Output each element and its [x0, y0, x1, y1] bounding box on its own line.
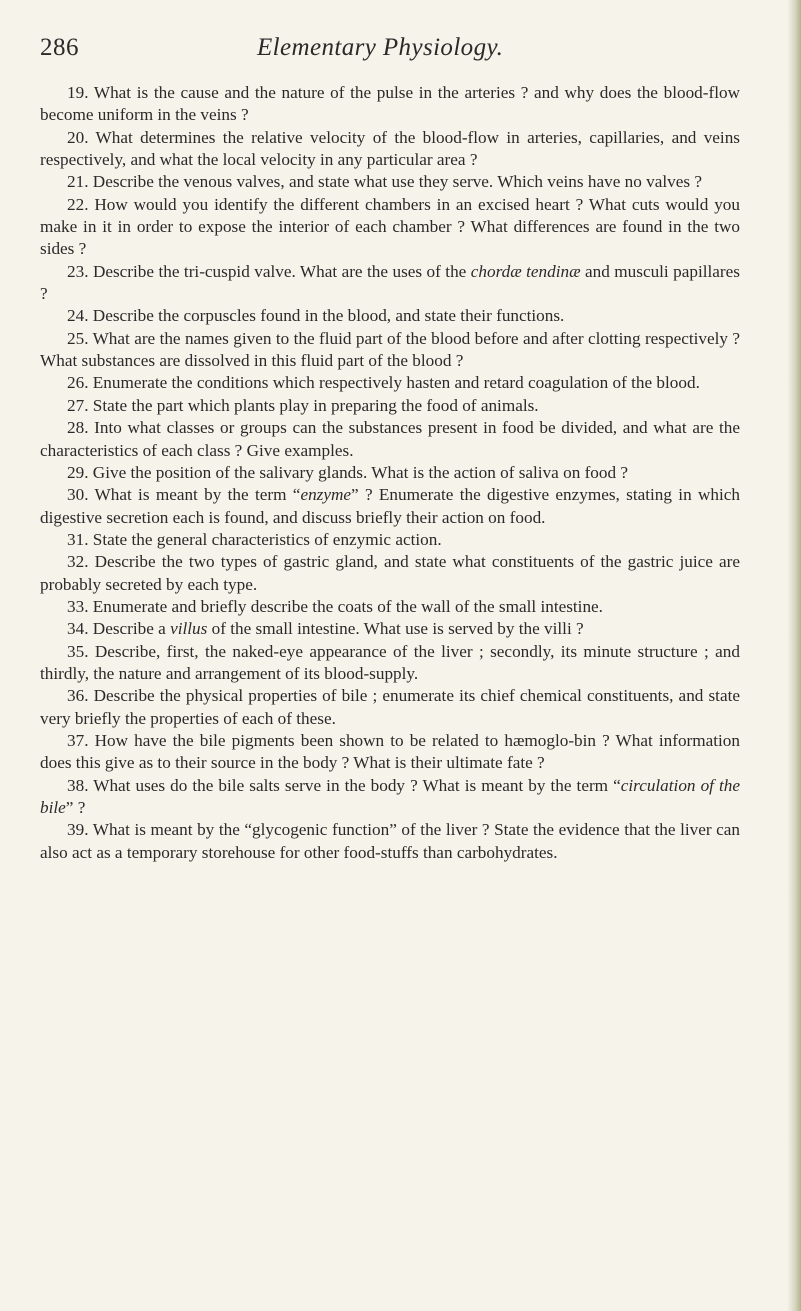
question-item [40, 328, 740, 373]
question-item [40, 775, 740, 820]
question-text: 35. Describe, first, the naked-eye appearance of the liver ; secondly, its minute structure ; and thirdly, the nature and arrangement of its blood-supply. [40, 641, 740, 683]
italic-term: enzyme [300, 485, 352, 505]
question-text: of the small intestine. What use is served by the villi ? [207, 619, 584, 639]
question-item [40, 372, 740, 394]
question-text: 28. Into what classes or groups can the substances present in food be divided, and what are the characteristics of each class ? Give examples. [40, 418, 740, 460]
running-title: Elementary Physiology. [257, 34, 504, 61]
question-item [40, 417, 740, 462]
question-item [40, 194, 740, 261]
question-text: 22. How would you identify the different chambers in an excised heart ? What cuts would you make in it in order to expose the interior of each chamber ? What differences are found in the two sides ? [40, 194, 740, 259]
question-text: 31. State the general characteristics of enzymic action. [67, 529, 442, 549]
question-item [40, 395, 740, 417]
question-item [40, 484, 740, 529]
question-item [40, 618, 740, 640]
question-text: 19. What is the cause and the nature of the pulse in the arteries ? and why does the blood-flow become uniform in the veins ? [40, 83, 740, 125]
question-text: 29. Give the position of the salivary glands. What is the action of saliva on food ? [67, 462, 629, 482]
question-text: 20. What determines the relative velocity of the blood-flow in arteries, capillaries, and veins respectively, and what the local velocity in any particular area ? [40, 127, 740, 170]
question-text: 26. Enumerate the conditions which respectively hasten and retard coagulation of the blood. [67, 373, 700, 393]
question-item [40, 551, 740, 596]
question-list [40, 82, 740, 864]
question-item [40, 127, 740, 172]
question-text: and musculi papillares ? [40, 261, 740, 304]
question-text: 38. What uses do the bile salts serve in the body ? What is meant by the term “ [67, 775, 621, 795]
question-item [40, 305, 740, 327]
question-text: 27. State the part which plants play in preparing the food of animals. [67, 395, 539, 415]
question-item [40, 462, 740, 484]
italic-term: chordæ tendinæ [470, 261, 581, 281]
running-head [40, 34, 760, 70]
question-item [40, 171, 740, 193]
question-item [40, 730, 740, 775]
question-item [40, 819, 740, 864]
question-item [40, 685, 740, 730]
question-text: 23. Describe the tri-cuspid valve. What are the uses of the [67, 261, 471, 281]
question-text: 37. How have the bile pigments been shown to be related to hæmoglo-bin ? What information does this give as to their source in the body ? What is their ultimate fate ? [40, 730, 740, 773]
question-text: ” ? Enumerate the digestive enzymes, stating in which digestive secretion each is found, and discuss briefly their action on food. [40, 485, 740, 527]
question-text: 36. Describe the physical properties of bile ; enumerate its chief chemical constituents, and state very briefly the properties of each of these. [40, 686, 740, 728]
question-item [40, 529, 740, 551]
question-item [40, 641, 740, 686]
question-text: 30. What is meant by the term “ [67, 485, 301, 505]
question-text: 34. Describe a [67, 619, 171, 639]
question-item [40, 82, 740, 127]
question-text: 21. Describe the venous valves, and state what use they serve. Which veins have no valves ? [67, 172, 702, 192]
italic-term: villus [170, 619, 208, 639]
question-item [40, 261, 740, 306]
question-item [40, 596, 740, 618]
question-text: 39. What is meant by the “glycogenic function” of the liver ? State the evidence that the liver can also act as a temporary storehouse for other food-stuffs than carbohydrates. [40, 820, 740, 862]
question-text: 25. What are the names given to the fluid part of the blood before and after clotting respectively ? What substances are dissolved in this fluid part of the blood ? [40, 328, 740, 371]
page-edge-shadow [787, 0, 801, 1311]
question-text: 33. Enumerate and briefly describe the coats of the wall of the small intestine. [67, 596, 603, 616]
question-text: 32. Describe the two types of gastric gland, and state what constituents of the gastric juice are probably secreted by each type. [40, 552, 740, 594]
page-number: 286 [40, 34, 79, 61]
question-text: 24. Describe the corpuscles found in the blood, and state their functions. [67, 306, 565, 326]
question-text: ” ? [65, 798, 86, 817]
italic-term: circulation of the bile [40, 775, 740, 817]
